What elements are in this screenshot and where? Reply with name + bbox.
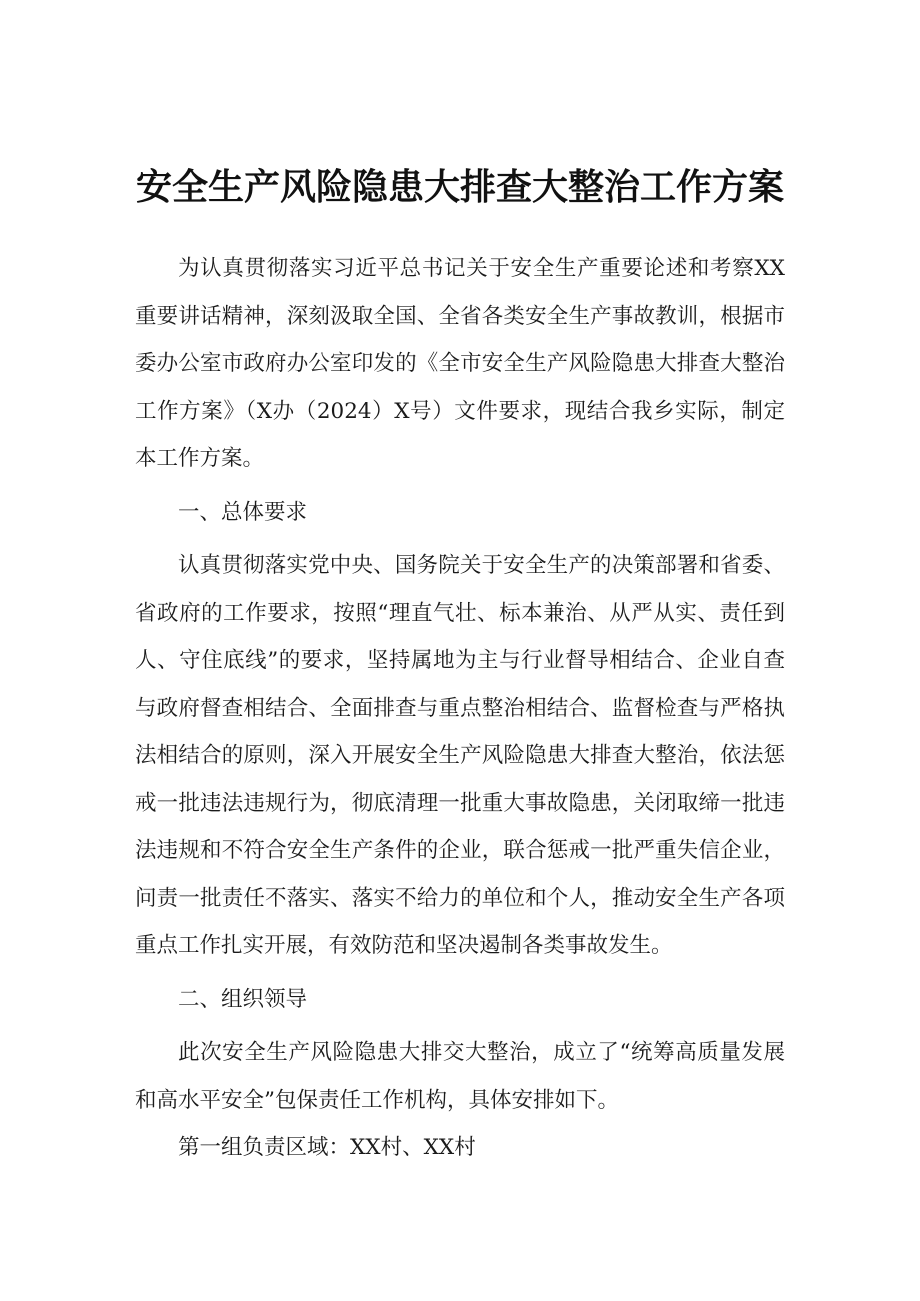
document-title: 安全生产风险隐患大排查大整治工作方案 xyxy=(135,167,784,208)
intro-paragraph: 为认真贯彻落实习近平总书记关于安全生产重要论述和考察XX重要讲话精神，深刻汲取全国、全省各类安全生产事故教训，根据市委办公室市政府办公室印发的《全市安全生产风险隐患大排查大整治工作方案》（X办（2024）X号）文件要求，现结合我乡实际，制定本工作方案。 xyxy=(135,256,785,471)
document-body xyxy=(135,245,785,1172)
organization-paragraph: 此次安全生产风险隐患大排交大整治，成立了“统筹高质量发展和高水平安全”包保责任工作机构，具体安排如下。 xyxy=(135,1040,785,1113)
group-one-paragraph: 第一组负责区域：XX村、XX村 xyxy=(178,1135,476,1160)
general-requirements-paragraph: 认真贯彻落实党中央、国务院关于安全生产的决策部署和省委、省政府的工作要求，按照“理直气壮、标本兼治、从严从实、责任到人、守住底线”的要求，坚持属地为主与行业督导相结合、企业自查与政府督查相结合、全面排查与重点整治相结合、监督检查与严格执法相结合的原则，深入开展安全生产风险隐患大排查大整治，依法惩戒一批违法违规行为，彻底清理一批重大事故隐患，关闭取缔一批违法违规和不符合安全生产条件的企业，联合惩戒一批严重失信企业，问责一批责任不落实、落实不给力的单位和个人，推动安全生产各项重点工作扎实开展，有效防范和坚决遏制各类事故发生。 xyxy=(135,553,785,958)
section-heading-organization: 二、组织领导 xyxy=(178,986,308,1012)
section-heading-general-requirements: 一、总体要求 xyxy=(178,499,308,525)
